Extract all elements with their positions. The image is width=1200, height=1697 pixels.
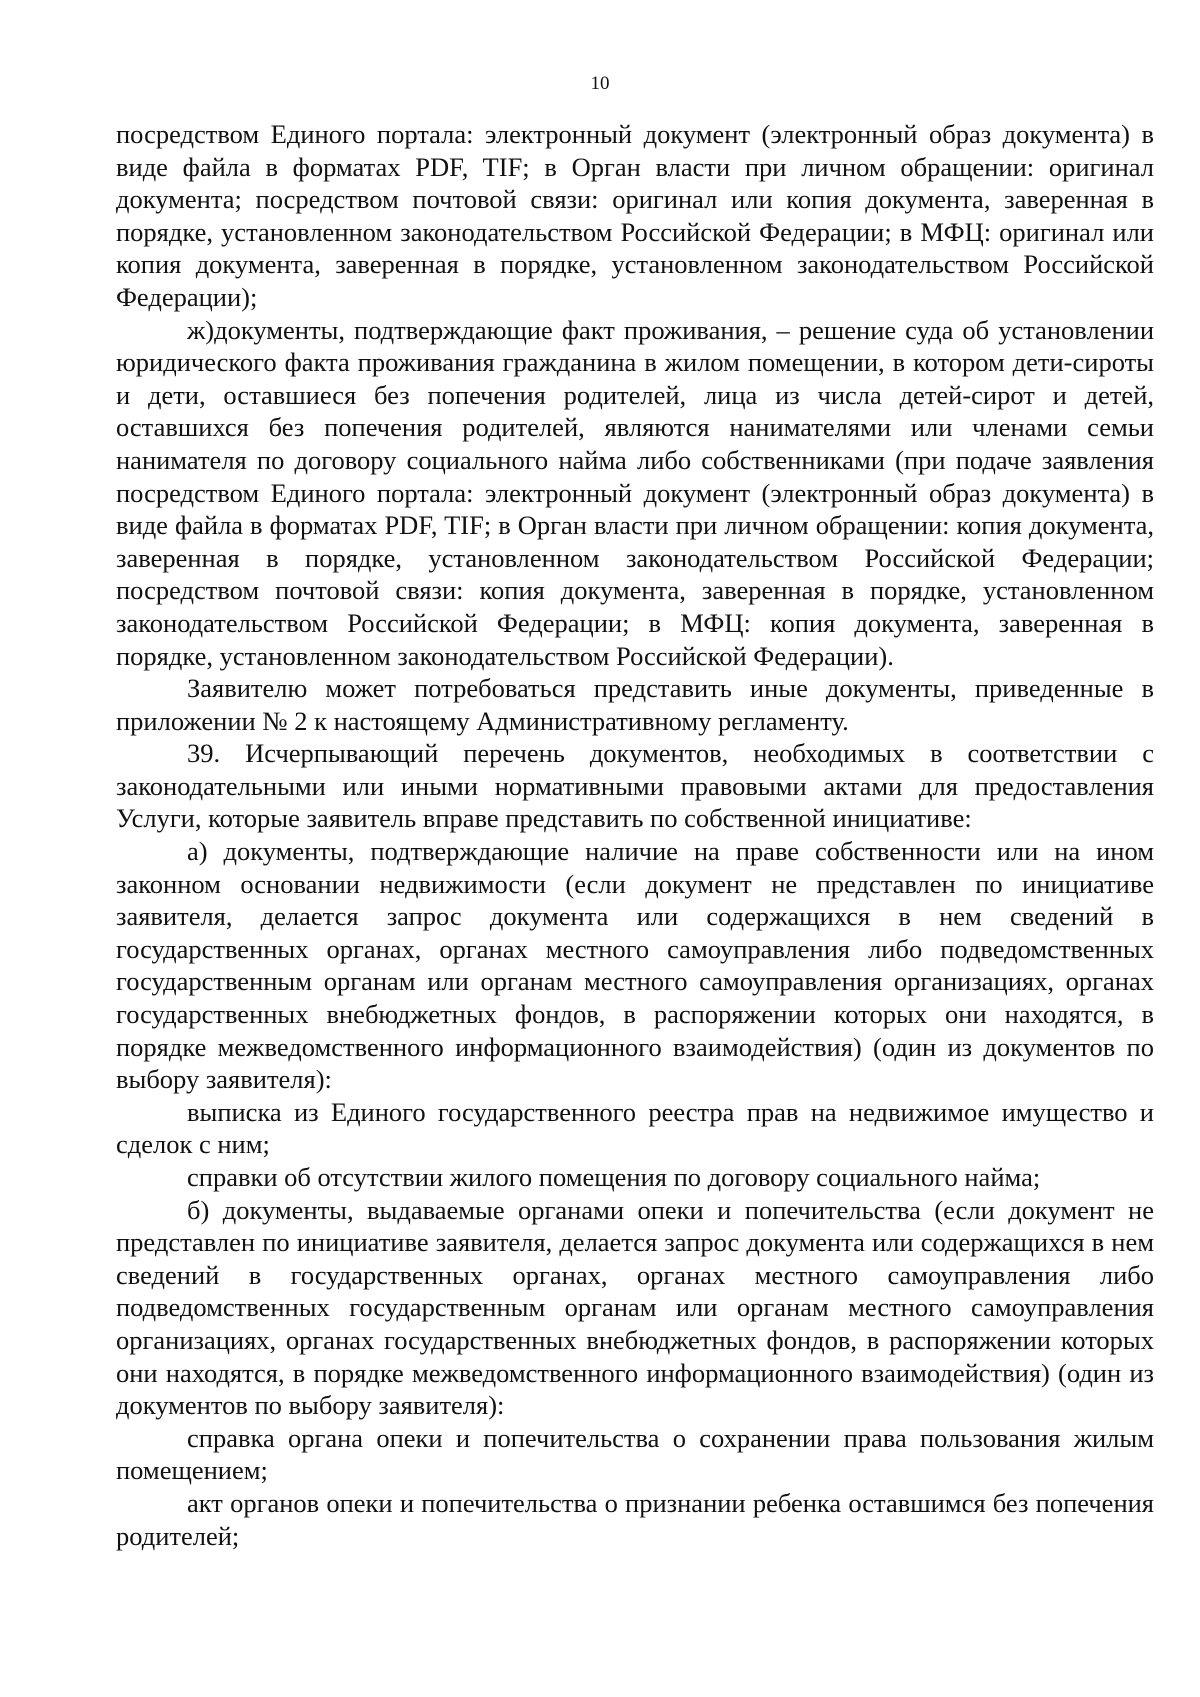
paragraph-b-guardianship-documents: б) документы, выдаваемые органами опеки и попечительства (если документ не представлен по инициативе заявителя, делается запрос документа или содержащихся в нем сведений в государственных органах, органах местного самоуправления либо подведомственных государственным органам или органам местного самоуправления организациях, органах государственных внебюджетных фондов, в распоряжении которых они находятся, в порядке межведомственного информационного взаимодействия) (один из документов по выбору заявителя): xyxy=(116,1194,1154,1421)
paragraph-no-social-housing-certificate: справки об отсутствии жилого помещения по договору социального найма; xyxy=(187,1162,1041,1192)
document-body xyxy=(116,118,1154,1552)
paragraph-1: посредством Единого портала: электронный документ (электронный образ документа) в виде файла в форматах PDF, TIF; в Орган власти при личном обращении: оригинал документа; посредством почтовой связи: оригинал или копия документа, заверенная в порядке, установленном законодательством Российской Федерации; в МФЦ: оригинал или копия документа, заверенная в порядке, установленном законодательством Российской Федерации); xyxy=(116,119,1154,312)
page-number: 10 xyxy=(590,73,610,94)
paragraph-guardianship-certificate: справка органа опеки и попечительства о сохранении права пользования жилым помещением; xyxy=(116,1422,1154,1486)
paragraph-egrp-extract: выписка из Единого государственного реестра прав на недвижимое имущество и сделок с ним; xyxy=(116,1096,1154,1160)
paragraph-other-documents: Заявителю может потребоваться представить иные документы, приведенные в приложении № 2 к настоящему Административному регламенту. xyxy=(116,673,1154,736)
paragraph-a-ownership-documents: а) документы, подтверждающие наличие на праве собственности или на ином законном основании недвижимости (если документ не представлен по инициативе заявителя, делается запрос документа или содержащихся в нем сведений в государственных органах, органах местного самоуправления либо подведомственных государственным органам или органам местного самоуправления организациях, органах государственных внебюджетных фондов, в распоряжении которых они находятся, в порядке межведомственного информационного взаимодействия) (один из документов по выбору заявителя): xyxy=(116,836,1154,1095)
paragraph-zh-residence-proof: ж)документы, подтверждающие факт проживания, – решение суда об установлении юридического факта проживания гражданина в жилом помещении, в котором дети-сироты и дети, оставшиеся без попечения родителей, лица из числа детей-сирот и детей, оставшихся без попечения родителей, являются нанимателями или членами семьи нанимателя по договору социального найма либо собственниками (при подаче заявления посредством Единого портала: электронный документ (электронный образ документа) в виде файла в форматах PDF, TIF; в Орган власти при личном обращении: копия документа, заверенная в порядке, установленном законодательством Российской Федерации; посредством почтовой связи: копия документа, заверенная в порядке, установленном законодательством Российской Федерации; в МФЦ: копия документа, заверенная в порядке, установленном законодательством Российской Федерации). xyxy=(116,314,1154,671)
paragraph-39-exhaustive-list: 39. Исчерпывающий перечень документов, необходимых в соответствии с законодательными или иными нормативными правовыми актами для предоставления Услуги, которые заявитель вправе представить по собственной инициативе: xyxy=(116,738,1154,834)
paragraph-guardianship-act: акт органов опеки и попечительства о признании ребенка оставшимся без попечения родителей; xyxy=(116,1487,1154,1551)
